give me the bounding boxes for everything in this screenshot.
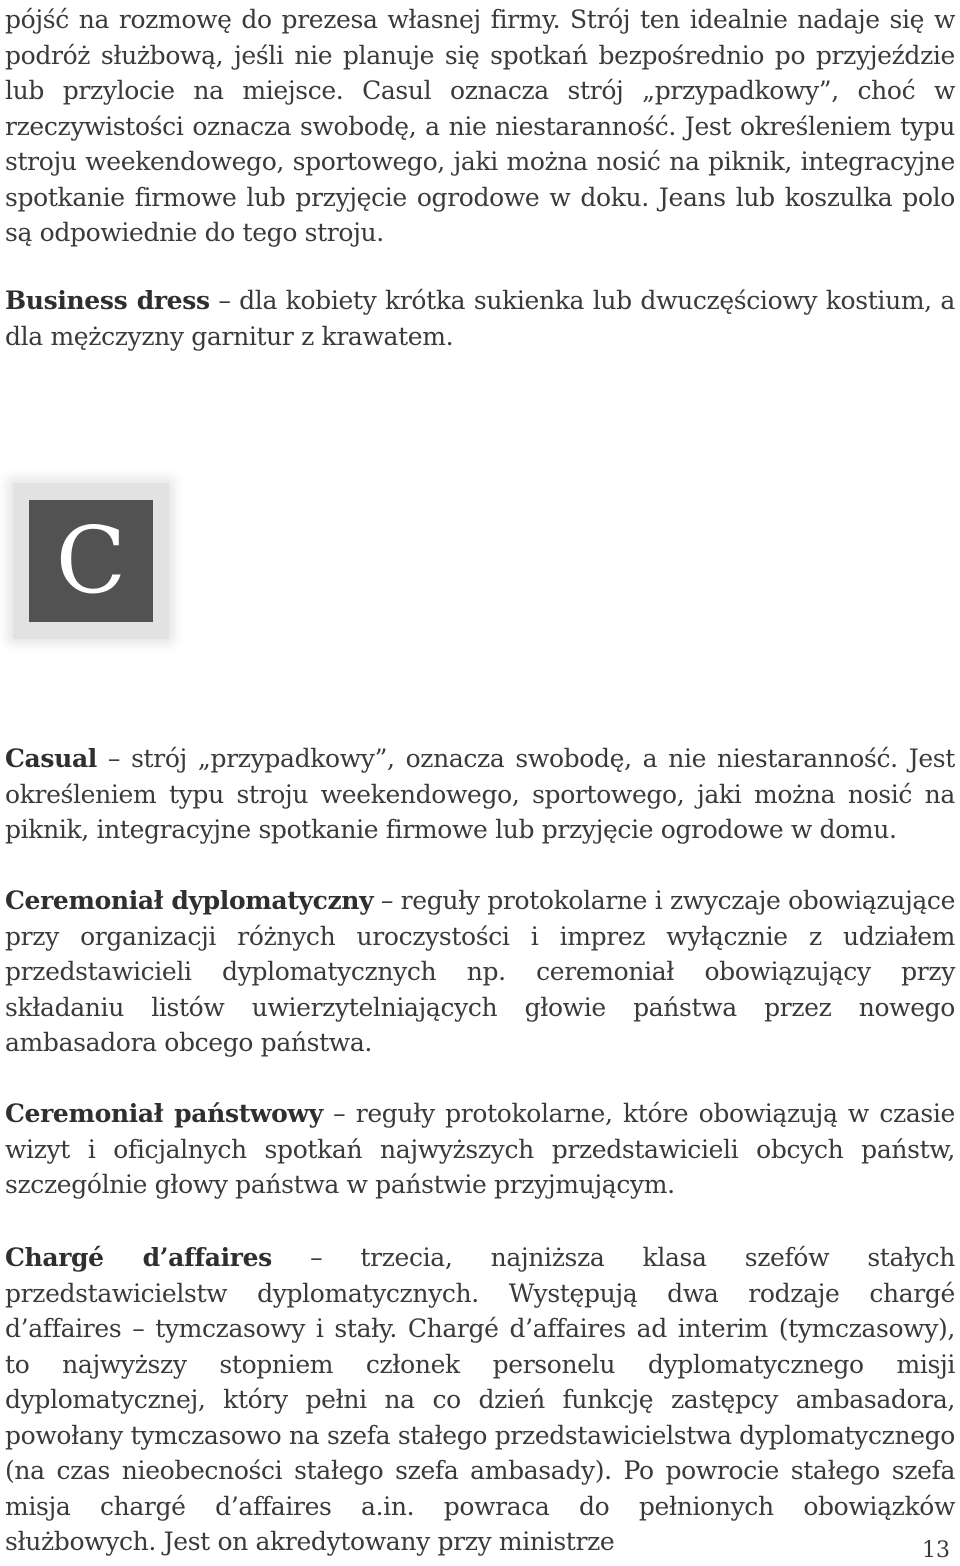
entry-definition: – reguły protokolarne, które obowiązują w czasie wizyt i oficjalnych spotkań najwyższych przedstawicieli obcych państw, szczególnie głowy państwa w państwie przyjmującym. xyxy=(5,1099,955,1199)
paragraph-casul-definition xyxy=(5,2,955,251)
entry-ceremonial-panstwowy xyxy=(5,1096,955,1203)
page-number: 13 xyxy=(922,1538,950,1563)
document-page xyxy=(5,0,955,1566)
entry-charge-daffaires xyxy=(5,1240,955,1560)
entry-definition: – trzecia, najniższa klasa szefów stałych przedstawicielstw dyplomatycznych. Występują dwa rodzaje chargé d’affaires – tymczasowy i stały. Chargé d’affaires ad interim (tymczasowy), to najwyższy stopniem członek personelu dyplomatycznego misji dyplomatycznej, który pełni na co dzień funkcję zastępcy ambasadora, powołany tymczasowo na szefa stałego przedstawicielstwa dyplomatycznego (na czas nieobecności stałego szefa ambasady). Po powrocie stałego szefa misja chargé d’affaires a.in. powraca do pełnionych obowiązków służbowych. Jest on akredytowany przy ministrze xyxy=(5,1243,955,1556)
entry-casual xyxy=(5,741,955,848)
paragraph-text: pójść na rozmowę do prezesa własnej firmy. Strój ten idealnie nadaje się w podróż służbową, jeśli nie planuje się spotkań bezpośrednio po przyjeździe lub przylocie na miejsce. Casul oznacza strój „przypadkowy”, choć w rzeczywistości oznacza swobodę, a nie niestaranność. Jest określeniem typu stroju weekendowego, sportowego, jaki można nosić na piknik, integracyjne spotkanie firmowe lub przyjęcie ogrodowe w doku. Jeans lub koszulka polo są odpowiednie do tego stroju. xyxy=(5,5,955,247)
section-letter: C xyxy=(29,500,153,622)
entry-business-dress xyxy=(5,283,955,354)
entry-term: Chargé d’affaires xyxy=(5,1243,272,1272)
entry-term: Casual xyxy=(5,744,97,773)
entry-term: Business dress xyxy=(5,286,210,315)
entry-definition: – dla kobiety krótka sukienka lub dwuczęściowy kostium, a dla mężczyzny garnitur z krawatem. xyxy=(5,286,955,351)
entry-term: Ceremoniał państwowy xyxy=(5,1099,323,1128)
entry-ceremonial-dyplomatyczny xyxy=(5,883,955,1061)
entry-definition: – strój „przypadkowy”, oznacza swobodę, a nie niestaranność. Jest określeniem typu stroju weekendowego, sportowego, jaki można nosić na piknik, integracyjne spotkanie firmowe lub przyjęcie ogrodowe w domu. xyxy=(5,744,955,844)
entry-definition: – reguły protokolarne i zwyczaje obowiązujące przy organizacji różnych uroczystości i imprez wyłącznie z udziałem przedstawicieli dyplomatycznych np. ceremoniał obowiązujący przy składaniu listów uwierzytelniających głowie państwa przez nowego ambasadora obcego państwa. xyxy=(5,886,956,1057)
entry-term: Ceremoniał dyplomatyczny xyxy=(5,886,374,915)
section-letter-box xyxy=(13,483,169,639)
